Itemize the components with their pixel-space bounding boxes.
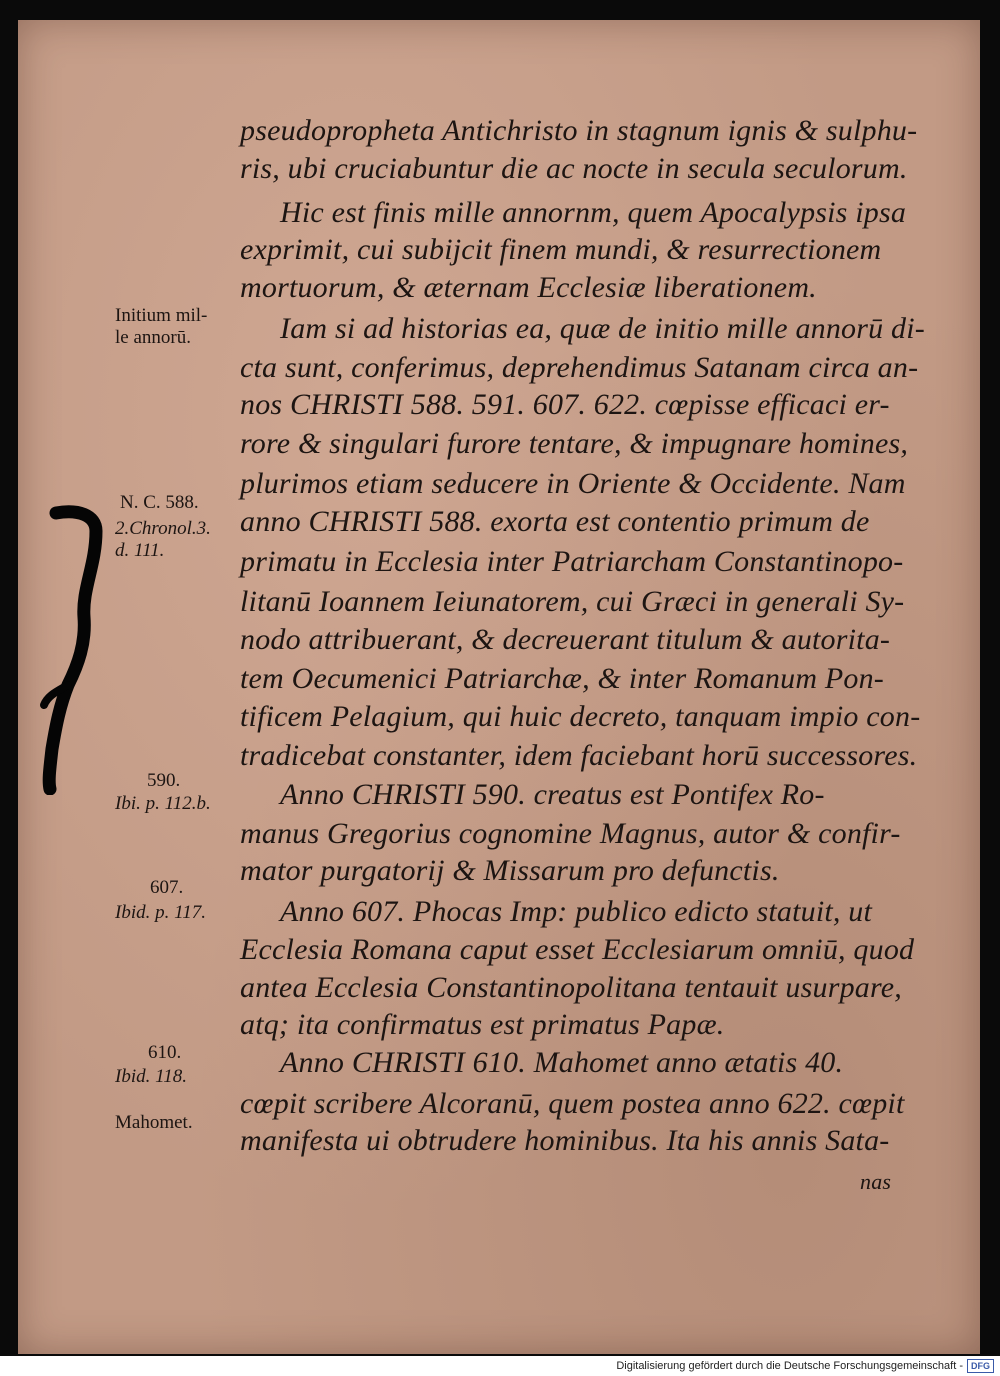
margin-note: 2.Chronol.3. d. 111.	[115, 518, 211, 561]
catchword: nas	[860, 1169, 892, 1194]
margin-note: Initium mil- le annorū.	[115, 305, 208, 348]
text-line: pseudopropheta Antichristo in stagnum ignis & sulphu-	[240, 114, 918, 147]
text-line: cta sunt, conferimus, deprehendimus Satanam circa an-	[240, 351, 919, 384]
text-line: manus Gregorius cognomine Magnus, autor & confir-	[240, 817, 901, 850]
footer-credit	[0, 1356, 1000, 1376]
text-line: primatu in Ecclesia inter Patriarcham Constantinopo-	[240, 545, 904, 578]
text-line: mortuorum, & æternam Ecclesiæ liberationem.	[240, 271, 817, 304]
dfg-logo: DFG	[967, 1359, 994, 1373]
margin-note: Mahomet.	[115, 1112, 193, 1133]
margin-note: Ibi. p. 112.b.	[115, 793, 211, 814]
text-line: nos CHRISTI 588. 591. 607. 622. cœpisse efficaci er-	[240, 388, 890, 421]
text-line: antea Ecclesia Constantinopolitana tentauit usurpare,	[240, 971, 902, 1004]
text-line: exprimit, cui subijcit finem mundi, & resurrectionem	[240, 233, 882, 266]
text-line: tradicebat constanter, idem faciebant horū successores.	[240, 739, 918, 772]
text-line: atq; ita confirmatus est primatus Papæ.	[240, 1008, 725, 1041]
margin-note: Ibid. p. 117.	[115, 902, 206, 923]
margin-note: N. C. 588.	[120, 492, 199, 513]
text-line: ris, ubi cruciabuntur die ac nocte in secula seculorum.	[240, 152, 908, 185]
text-line: Anno CHRISTI 590. creatus est Pontifex Ro-	[280, 778, 825, 811]
text-line: tem Oecumenici Patriarchæ, & inter Romanum Pon-	[240, 662, 884, 695]
text-line: litanū Ioannem Ieiunatorem, cui Græci in generali Sy-	[240, 585, 905, 618]
margin-note: 607.	[150, 877, 184, 898]
text-line: Iam si ad historias ea, quæ de initio mille annorū di-	[280, 312, 925, 345]
text-line: mator purgatorij & Missarum pro defunctis.	[240, 854, 780, 887]
text-line: Anno CHRISTI 610. Mahomet anno ætatis 40.	[280, 1046, 844, 1079]
footer-text: Digitalisierung gefördert durch die Deutsche Forschungsgemeinschaft -	[616, 1360, 963, 1372]
margin-note: 610.	[148, 1042, 182, 1063]
text-line: Hic est finis mille annornm, quem Apocalypsis ipsa	[280, 196, 907, 229]
text-line: cœpit scribere Alcoranū, quem postea anno 622. cœpit	[240, 1087, 905, 1120]
text-line: Ecclesia Romana caput esset Ecclesiarum omniū, quod	[240, 933, 915, 966]
text-line: rore & singulari furore tentare, & impugnare homines,	[240, 427, 909, 460]
text-line: Anno 607. Phocas Imp: publico edicto statuit, ut	[280, 895, 873, 928]
text-line: manifesta ui obtrudere hominibus. Ita his annis Sata-	[240, 1124, 890, 1157]
text-line: anno CHRISTI 588. exorta est contentio primum de	[240, 505, 870, 538]
text-line: plurimos etiam seducere in Oriente & Occidente. Nam	[240, 467, 906, 500]
text-line: tificem Pelagium, qui huic decreto, tanquam impio con-	[240, 700, 921, 733]
ink-bracket-mark	[38, 505, 108, 795]
margin-note: Ibid. 118.	[115, 1066, 187, 1087]
margin-note: 590.	[147, 770, 181, 791]
text-line: nodo attribuerant, & decreuerant titulum & autorita-	[240, 623, 891, 656]
